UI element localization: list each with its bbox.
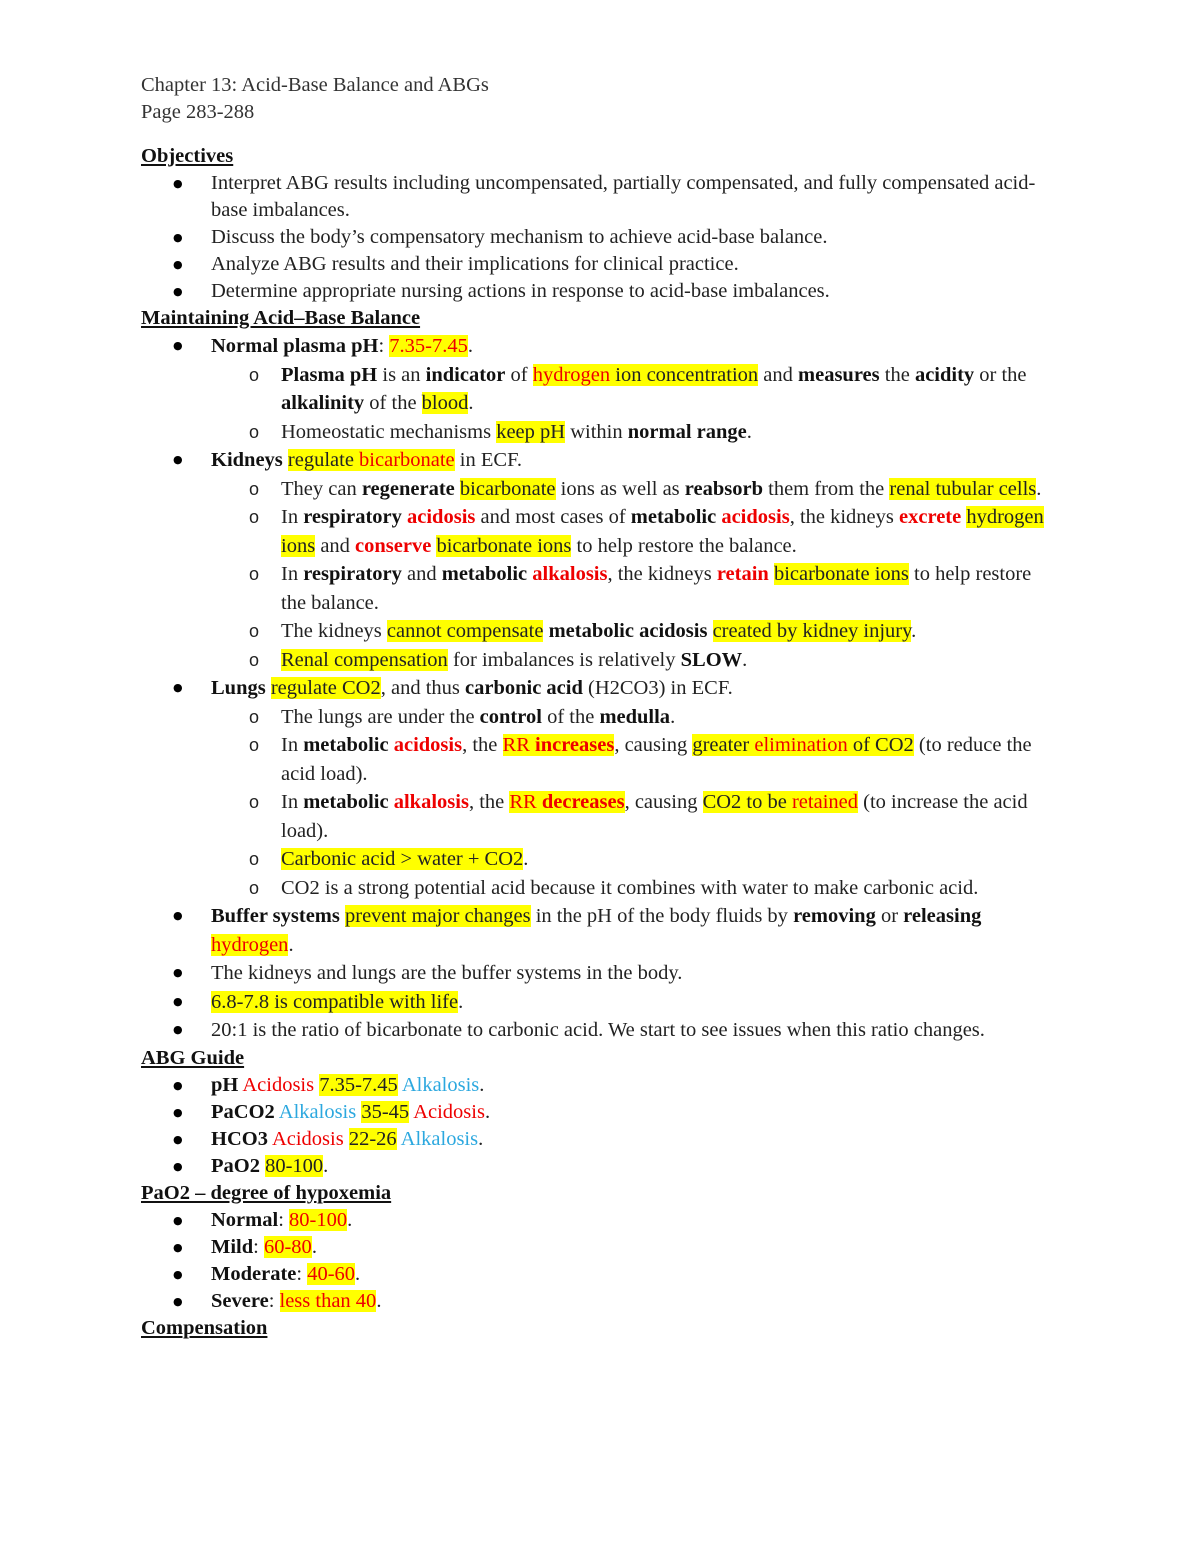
kidneys-sub-item: o In respiratory and metabolic alkalosis, the kidneys retain bicarbonate ions to help restore the balance. bbox=[211, 560, 1061, 617]
ph-sub-item: o Plasma pH is an indicator of hydrogen ion concentration and measures the acidity or the alkalinity of the blood. bbox=[211, 361, 1061, 418]
kidneys-sub-item: o In respiratory acidosis and most cases of metabolic acidosis, the kidneys excrete hydrogen ions and conserve bicarbonate ions to help restore the balance. bbox=[211, 503, 1061, 560]
maintaining-heading: Maintaining Acid–Base Balance bbox=[141, 307, 421, 329]
document-page bbox=[141, 72, 1061, 1342]
kidneys-item: ● Kidneys regulate bicarbonate in ECF. o They can regenerate bicarbonate ions as well as reabsorb them from the renal tubular cells. o In respiratory acidosis and most cases of metabolic acidosis, the kidneys excrete hydrogen ions and conserve bicarbonate ions to help restore the balance. o In respiratory and metabolic alkalosis, the kidneys retain bicarbonate ions to help restore the balance. o The kidneys cannot compensate metabolic acidosis created by kidney injury. o Renal compensation for imbalances is relatively SLOW. bbox=[141, 446, 1061, 674]
kidneys-sub-item: o The kidneys cannot compensate metabolic acidosis created by kidney injury. bbox=[211, 617, 1061, 646]
lungs-sub-item: o CO2 is a strong potential acid because it combines with water to make carbonic acid. bbox=[211, 874, 1061, 903]
ph-sublist bbox=[211, 361, 1061, 447]
hypoxemia-list bbox=[141, 1207, 1061, 1315]
ratio-item: ● 20:1 is the ratio of bicarbonate to carbonic acid. We start to see issues when this ratio changes. bbox=[141, 1016, 1061, 1045]
objective-item: ● Interpret ABG results including uncompensated, partially compensated, and fully compensated acid-base imbalances. bbox=[141, 170, 1061, 224]
lungs-sub-item: o The lungs are under the control of the medulla. bbox=[211, 703, 1061, 732]
abg-row: ● PaO2 80-100. bbox=[141, 1153, 1061, 1180]
ph-sub-item: o Homeostatic mechanisms keep pH within normal range. bbox=[211, 418, 1061, 447]
abg-row: ● HCO3 Acidosis 22-26 Alkalosis. bbox=[141, 1126, 1061, 1153]
hypoxemia-item: ● Mild: 60-80. bbox=[141, 1234, 1061, 1261]
kidneys-sub-item: o They can regenerate bicarbonate ions as well as reabsorb them from the renal tubular cells. bbox=[211, 475, 1061, 504]
compensation-heading: Compensation bbox=[141, 1316, 268, 1339]
maintaining-list bbox=[141, 332, 1061, 1045]
objective-item: ● Determine appropriate nursing actions in response to acid-base imbalances. bbox=[141, 278, 1061, 305]
ph-label: Normal plasma pH bbox=[211, 335, 379, 357]
kidneys-sublist bbox=[211, 475, 1061, 675]
kidneys-lungs-item: ● The kidneys and lungs are the buffer systems in the body. bbox=[141, 959, 1061, 988]
objective-item: ● Analyze ABG results and their implications for clinical practice. bbox=[141, 251, 1061, 278]
compatible-item: ● 6.8-7.8 is compatible with life. bbox=[141, 988, 1061, 1017]
hypoxemia-item: ● Severe: less than 40. bbox=[141, 1288, 1061, 1315]
ph-item: ● Normal plasma pH: 7.35-7.45. o Plasma pH is an indicator of hydrogen ion concentration and measures the acidity or the alkalinity of the blood. o Homeostatic mechanisms keep pH within normal range. bbox=[141, 332, 1061, 446]
lungs-sub-item: o Carbonic acid > water + CO2. bbox=[211, 845, 1061, 874]
page-range: Page 283-288 bbox=[141, 101, 255, 123]
hypoxemia-item: ● Moderate: 40-60. bbox=[141, 1261, 1061, 1288]
abg-row: ● pH Acidosis 7.35-7.45 Alkalosis. bbox=[141, 1072, 1061, 1099]
abg-guide-heading: ABG Guide bbox=[141, 1046, 245, 1069]
objectives-heading: Objectives bbox=[141, 145, 234, 167]
abg-guide-list bbox=[141, 1072, 1061, 1180]
ph-value: 7.35-7.45 bbox=[389, 335, 468, 357]
lungs-sublist bbox=[211, 703, 1061, 903]
kidneys-sub-item: o Renal compensation for imbalances is relatively SLOW. bbox=[211, 646, 1061, 675]
hypoxemia-heading: PaO2 – degree of hypoxemia bbox=[141, 1181, 392, 1204]
abg-row: ● PaCO2 Alkalosis 35-45 Acidosis. bbox=[141, 1099, 1061, 1126]
objective-item: ● Discuss the body’s compensatory mechanism to achieve acid-base balance. bbox=[141, 224, 1061, 251]
buffer-item: ● Buffer systems prevent major changes in the pH of the body fluids by removing or releasing hydrogen. bbox=[141, 902, 1061, 959]
objectives-list bbox=[141, 170, 1061, 305]
lungs-sub-item: o In metabolic acidosis, the RR increases, causing greater elimination of CO2 (to reduce the acid load). bbox=[211, 731, 1061, 788]
hypoxemia-item: ● Normal: 80-100. bbox=[141, 1207, 1061, 1234]
lungs-item: ● Lungs regulate CO2, and thus carbonic acid (H2CO3) in ECF. o The lungs are under the control of the medulla. o In metabolic acidosis, the RR increases, causing greater elimination of CO2 (to reduce the acid load). o In metabolic alkalosis, the RR decreases, causing CO2 to be retained (to increase the acid load). o Carbonic acid > water + CO2. o CO2 is a strong potential acid because it combines with water to make carbonic acid. bbox=[141, 674, 1061, 902]
lungs-sub-item: o In metabolic alkalosis, the RR decreases, causing CO2 to be retained (to increase the acid load). bbox=[211, 788, 1061, 845]
chapter-title: Chapter 13: Acid-Base Balance and ABGs bbox=[141, 74, 489, 96]
